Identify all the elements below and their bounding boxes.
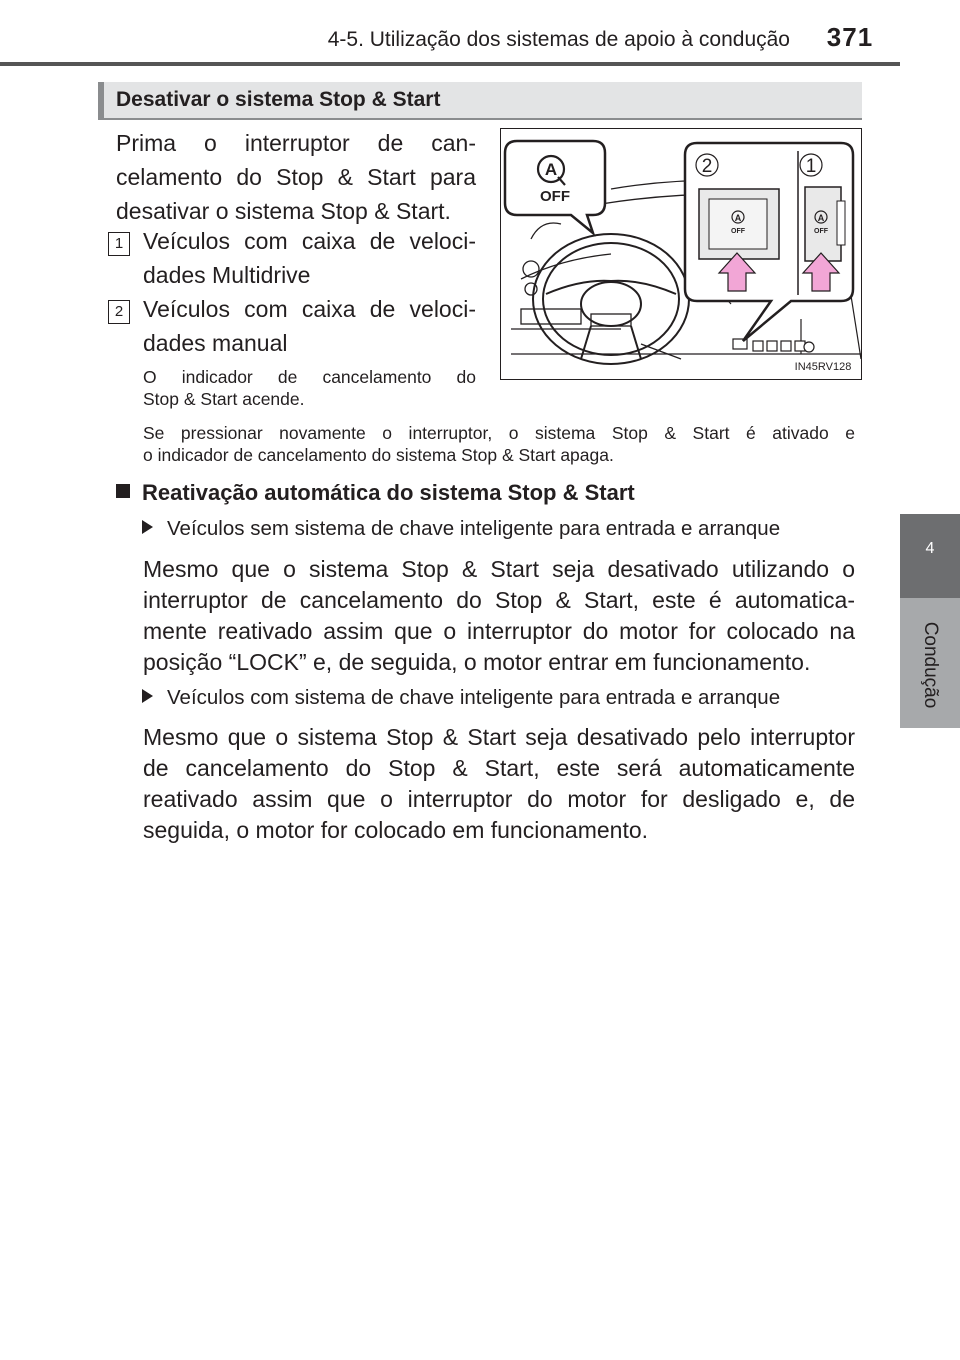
intro-paragraph bbox=[116, 126, 476, 228]
switch-1-off: OFF bbox=[814, 228, 828, 235]
dashboard-illustration bbox=[501, 129, 861, 379]
item-line: Veículos com caixa de veloci- bbox=[143, 296, 476, 322]
switch-2-letter: A bbox=[734, 213, 742, 223]
chapter-number: 4 bbox=[925, 540, 935, 557]
switch-1-letter: A bbox=[817, 213, 825, 223]
paragraph-line: Mesmo que o sistema Stop & Start seja desativado utilizando o bbox=[143, 556, 855, 582]
paragraph-line: reativado assim que o interruptor do motor for desligado e, de bbox=[143, 786, 855, 812]
figure-code: IN45RV128 bbox=[794, 361, 852, 373]
indicator-note bbox=[143, 366, 476, 410]
chapter-label-text: Condução bbox=[920, 621, 941, 709]
paragraph-line: seguida, o motor for colocado em funcionamento. bbox=[143, 817, 649, 843]
paragraph-line: posição “LOCK” e, de seguida, o motor entrar em funcionamento. bbox=[143, 649, 811, 675]
switch-off-label: OFF bbox=[540, 188, 570, 205]
header-rule bbox=[0, 62, 900, 66]
steering-wheel bbox=[533, 234, 689, 364]
subsection-title: Reativação automática do sistema Stop & Start bbox=[142, 480, 635, 505]
item-2-text bbox=[143, 292, 476, 360]
bullet-no-smart-key bbox=[142, 517, 780, 541]
paragraph-line: interruptor de cancelamento do Stop & Start, este é automatica- bbox=[143, 587, 855, 613]
bullet-text: Veículos com sistema de chave inteligente para entrada e arranque bbox=[167, 686, 781, 709]
item-1-text bbox=[143, 224, 476, 292]
switch-letter: A bbox=[544, 160, 558, 179]
intro-line: Prima o interruptor de can- bbox=[116, 130, 476, 156]
note-line: Stop & Start acende. bbox=[143, 389, 305, 409]
running-header: 4-5. Utilização dos sistemas de apoio à condução bbox=[327, 28, 790, 51]
off-switch-callout bbox=[505, 141, 605, 233]
section-title: Desativar o sistema Stop & Start bbox=[116, 88, 441, 111]
square-bullet-icon bbox=[116, 484, 130, 498]
subsection-heading bbox=[116, 480, 635, 506]
bullet-text: Veículos sem sistema de chave inteligente para entrada e arranque bbox=[167, 517, 781, 540]
switch-panel bbox=[733, 339, 814, 352]
paragraph-line: mente reativado assim que o interruptor do motor for colocado na bbox=[143, 618, 855, 644]
note-line: O indicador de cancelamento do bbox=[143, 367, 476, 387]
paragraph-smart-key bbox=[143, 722, 855, 846]
switch-2-off: OFF bbox=[731, 228, 745, 235]
item-number-1: 1 bbox=[108, 232, 130, 256]
item-line: dades Multidrive bbox=[143, 262, 311, 288]
paragraph-no-smart-key bbox=[143, 554, 855, 678]
paragraph-line: Mesmo que o sistema Stop & Start seja desativado pelo interruptor bbox=[143, 724, 855, 750]
intro-line: desativar o sistema Stop & Start. bbox=[116, 198, 451, 224]
item-line: dades manual bbox=[143, 330, 288, 356]
item-number-2: 2 bbox=[108, 300, 130, 324]
note-line: Se pressionar novamente o interruptor, o sistema Stop & Start é ativado e bbox=[143, 423, 855, 443]
page-number: 371 bbox=[826, 22, 874, 52]
dashboard-figure bbox=[500, 128, 862, 380]
callout-number-1: 1 bbox=[805, 156, 817, 177]
bullet-smart-key bbox=[142, 686, 780, 710]
triangle-bullet-icon bbox=[142, 520, 153, 534]
callout-number-2: 2 bbox=[701, 156, 713, 177]
item-line: Veículos com caixa de veloci- bbox=[143, 228, 476, 254]
note-line: o indicador de cancelamento do sistema Stop & Start apaga. bbox=[143, 445, 614, 465]
chapter-label bbox=[912, 610, 948, 720]
triangle-bullet-icon bbox=[142, 689, 153, 703]
switch-location-callout bbox=[685, 143, 853, 341]
paragraph-line: de cancelamento do Stop & Start, este será automaticamente bbox=[143, 755, 855, 781]
press-again-note bbox=[143, 422, 855, 466]
intro-line: celamento do Stop & Start para bbox=[116, 164, 476, 190]
